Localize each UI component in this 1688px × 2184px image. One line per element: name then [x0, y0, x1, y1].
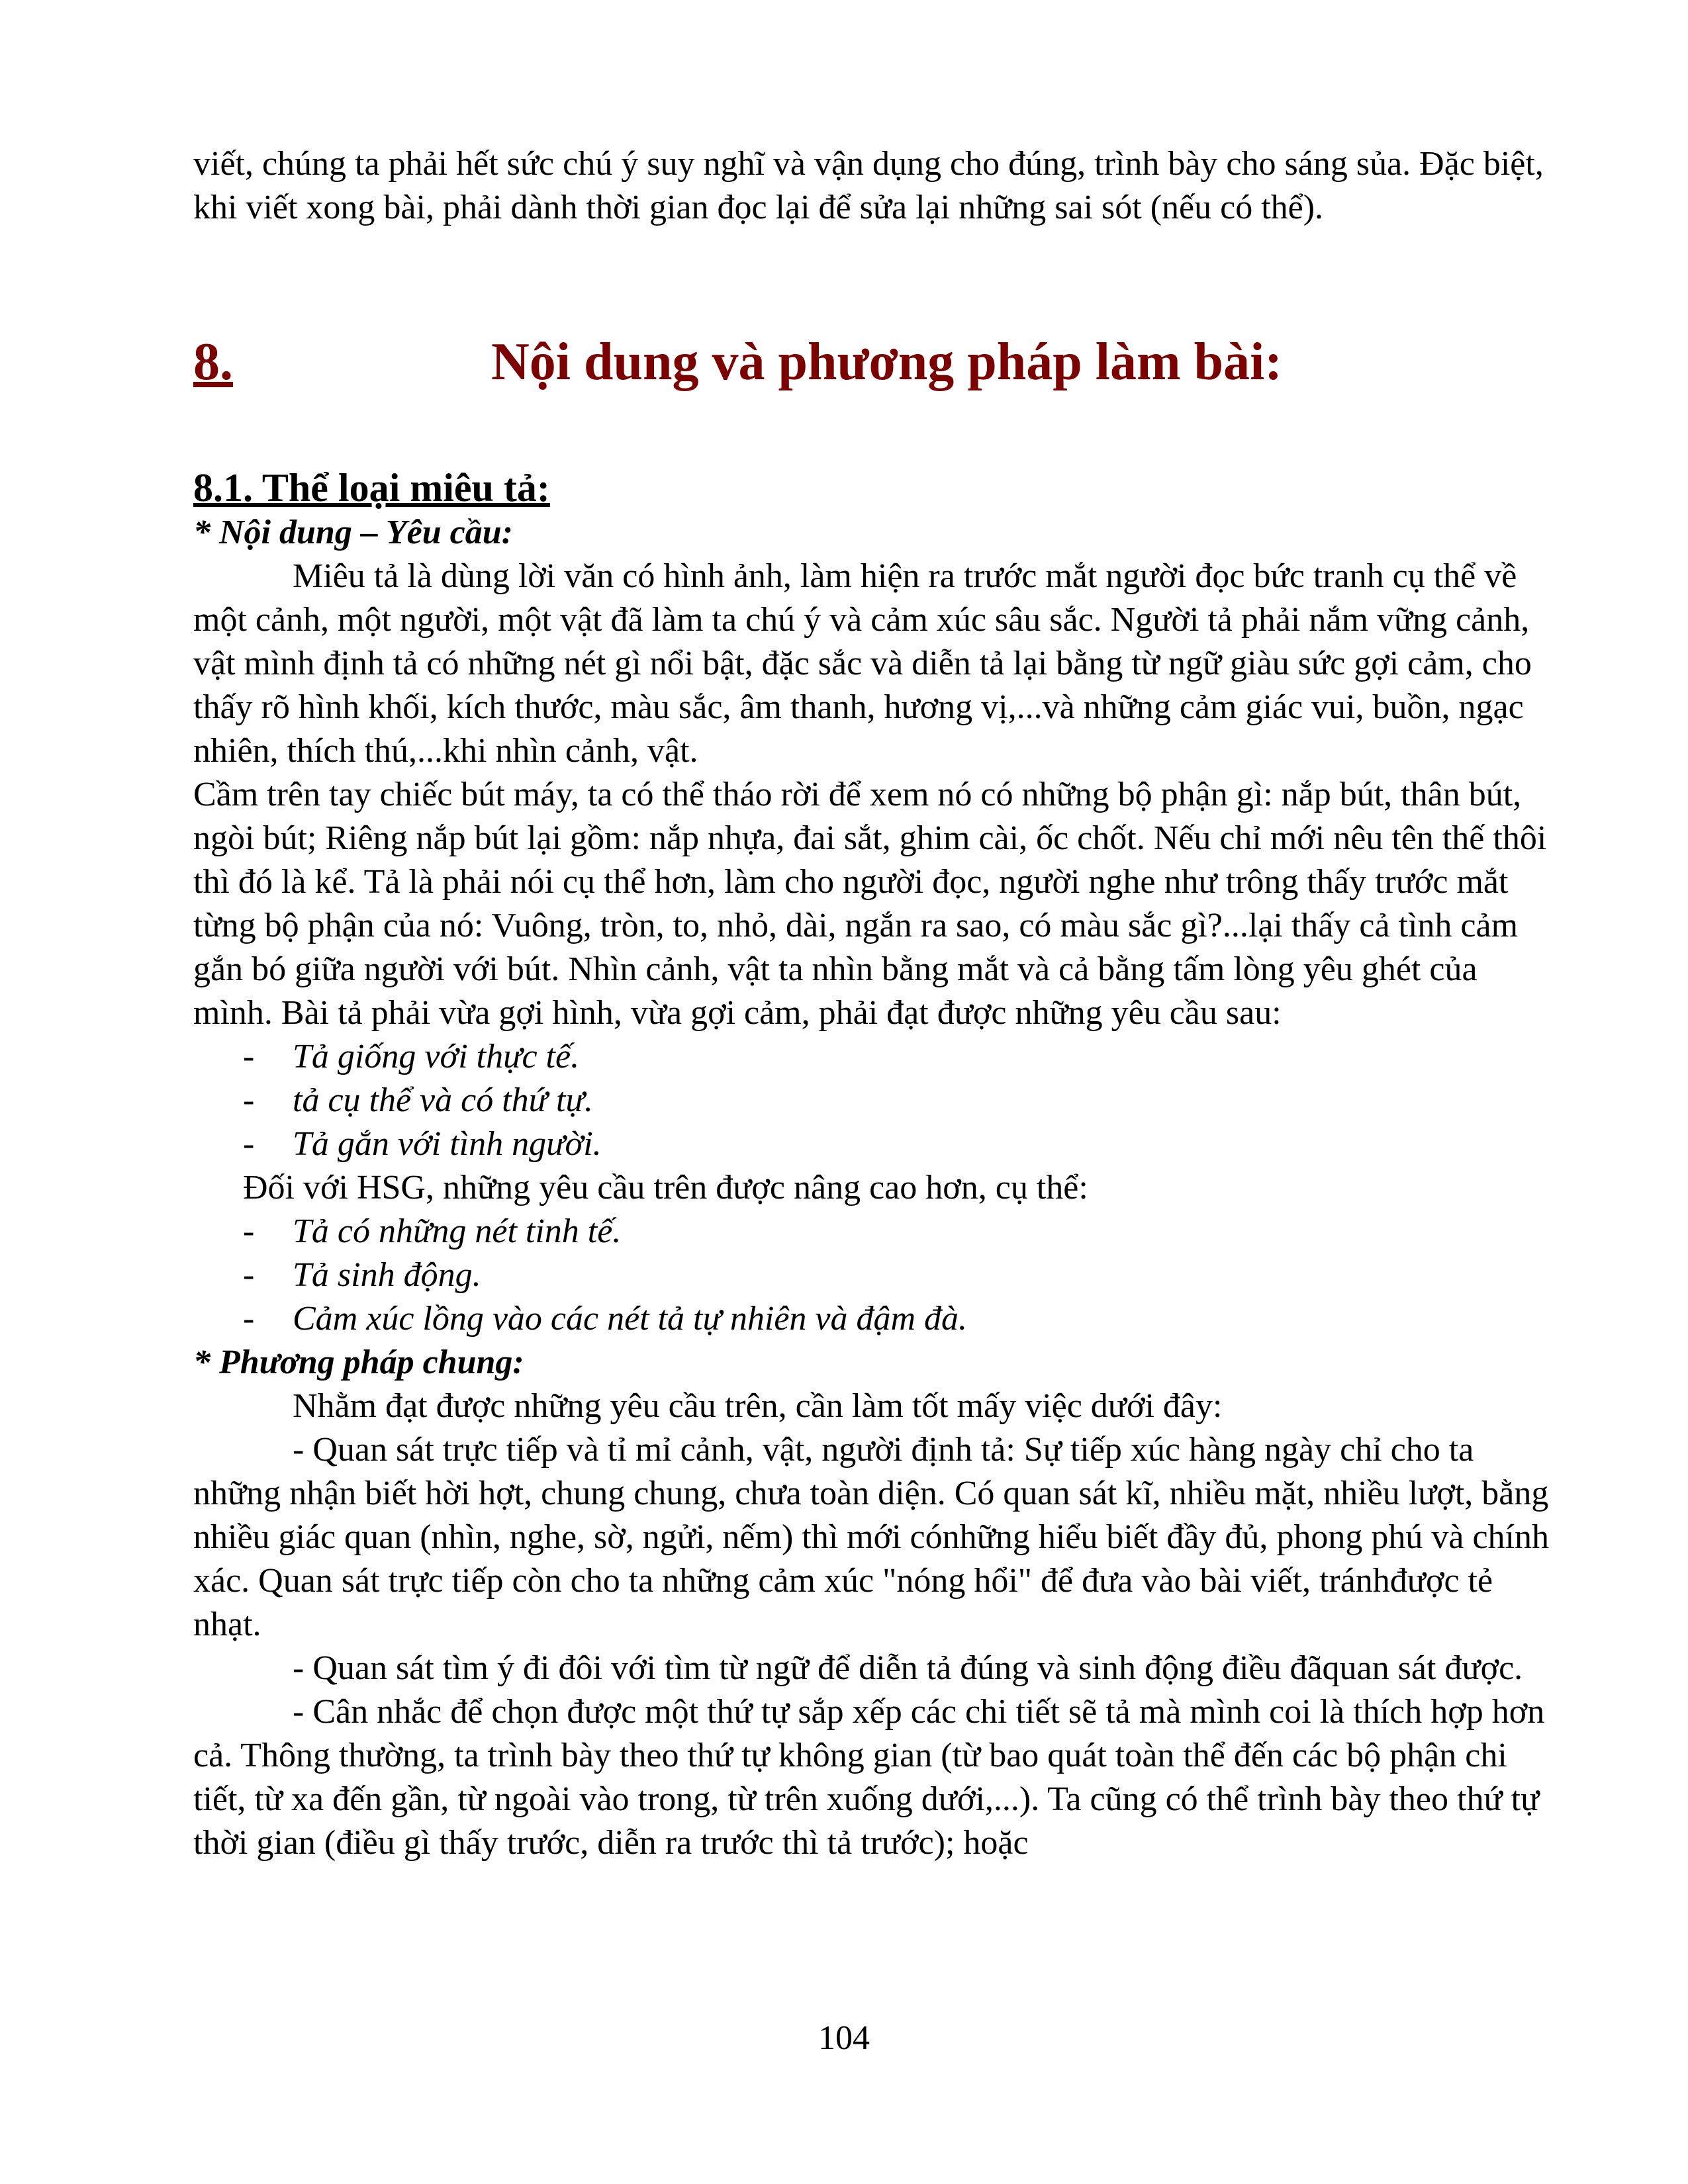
requirements-list [193, 1035, 1550, 1166]
content-label: * Nội dung – Yêu cầu: [193, 514, 513, 551]
list-item [193, 1210, 1550, 1253]
list-item [193, 1297, 1550, 1341]
dash-marker: - [243, 1125, 255, 1163]
list-item-text: tả cụ thể và có thứ tự. [293, 1081, 593, 1119]
hsg-intro: Đối với HSG, những yêu cầu trên được nâng cao hơn, cụ thể: [243, 1169, 1088, 1206]
dash-marker: - [243, 1081, 255, 1119]
section-title [193, 326, 1550, 398]
page-number: 104 [818, 2019, 870, 2057]
list-item [193, 1035, 1550, 1079]
hsg-requirements-list [193, 1210, 1550, 1341]
list-item-text: Tả gắn với tình người. [293, 1125, 602, 1163]
subsection-heading: 8.1. Thể loại miêu tả: [193, 466, 550, 510]
dash-marker: - [243, 1212, 255, 1250]
method-intro: Nhằm đạt được những yêu cầu trên, cần làm tốt mấy việc dưới đây: [293, 1387, 1223, 1425]
list-item [193, 1079, 1550, 1122]
dash-marker: - [243, 1038, 255, 1075]
intro-paragraph: viết, chúng ta phải hết sức chú ý suy nghĩ và vận dụng cho đúng, trình bày cho sáng sủa. Đặc biệt, khi viết xong bài, phải dành thời gian đọc lại để sửa lại những sai sót (nếu có thể). [193, 145, 1544, 226]
list-item-text: Cảm xúc lồng vào các nét tả tự nhiên và đậm đà. [293, 1300, 968, 1338]
method-step: - Quan sát trực tiếp và tỉ mỉ cảnh, vật, người định tả: Sự tiếp xúc hàng ngày chỉ cho ta những nhận biết hời hợt, chung chung, chưa toàn diện. Có quan sát kĩ, nhiều mặt, nhiều lượt, bằng nhiều giác quan (nhìn, nghe, sờ, ngửi, nếm) thì mới cónhững hiểu biết đầy đủ, phong phú và chính xác. Quan sát trực tiếp còn cho ta những cảm xúc "nóng hổi" để đưa vào bài viết, tránhđược tẻ nhạt. [193, 1431, 1550, 1643]
paragraph-example: Cầm trên tay chiếc bút máy, ta có thể tháo rời để xem nó có những bộ phận gì: nắp bút, thân bút, ngòi bút; Riêng nắp bút lại gồm: nắp nhựa, đai sắt, ghim cài, ốc chốt. Nếu chỉ mới nêu tên thế thôi thì đó là kể. Tả là phải nói cụ thể hơn, làm cho người đọc, người nghe như trông thấy trước mắt từng bộ phận của nó: Vuông, tròn, to, nhỏ, dài, ngắn ra sao, có màu sắc gì?...lại thấy cả tình cảm gắn bó giữa người với bút. Nhìn cảnh, vật ta nhìn bằng mắt và cả bằng tấm lòng yêu ghét của mình. Bài tả phải vừa gợi hình, vừa gợi cảm, phải đạt được những yêu cầu sau: [193, 776, 1547, 1032]
method-label: * Phương pháp chung: [193, 1343, 524, 1381]
dash-marker: - [243, 1300, 255, 1338]
method-step: - Quan sát tìm ý đi đôi với tìm từ ngữ để diễn tả đúng và sinh động điều đãquan sát được. [293, 1649, 1523, 1687]
section-number: 8. [193, 333, 233, 391]
list-item [193, 1253, 1550, 1297]
section-title-text: Nội dung và phương pháp làm bài: [491, 333, 1282, 391]
paragraph-definition: Miêu tả là dùng lời văn có hình ảnh, làm hiện ra trước mắt người đọc bức tranh cụ thể về một cảnh, một người, một vật đã làm ta chú ý và cảm xúc sâu sắc. Người tả phải nắm vững cảnh, vật mình định tả có những nét gì nổi bật, đặc sắc và diễn tả lại bằng từ ngữ giàu sức gợi cảm, cho thấy rõ hình khối, kích thước, màu sắc, âm thanh, hương vị,...và những cảm giác vui, buồn, ngạc nhiên, thích thú,...khi nhìn cảnh, vật. [193, 557, 1532, 770]
list-item [193, 1122, 1550, 1166]
list-item-text: Tả sinh động. [293, 1256, 481, 1294]
method-step: - Cân nhắc để chọn được một thứ tự sắp xếp các chi tiết sẽ tả mà mình coi là thích hợp hơn cả. Thông thường, ta trình bày theo thứ tự không gian (từ bao quát toàn thể đến các bộ phận chi tiết, từ xa đến gần, từ ngoài vào trong, từ trên xuống dưới,...). Ta cũng có thể trình bày theo thứ tự thời gian (điều gì thấy trước, diễn ra trước thì tả trước); hoặc [193, 1693, 1545, 1862]
list-item-text: Tả giống với thực tế. [293, 1038, 580, 1075]
dash-marker: - [243, 1256, 255, 1294]
list-item-text: Tả có những nét tinh tế. [293, 1212, 622, 1250]
document-page [193, 142, 1550, 1865]
